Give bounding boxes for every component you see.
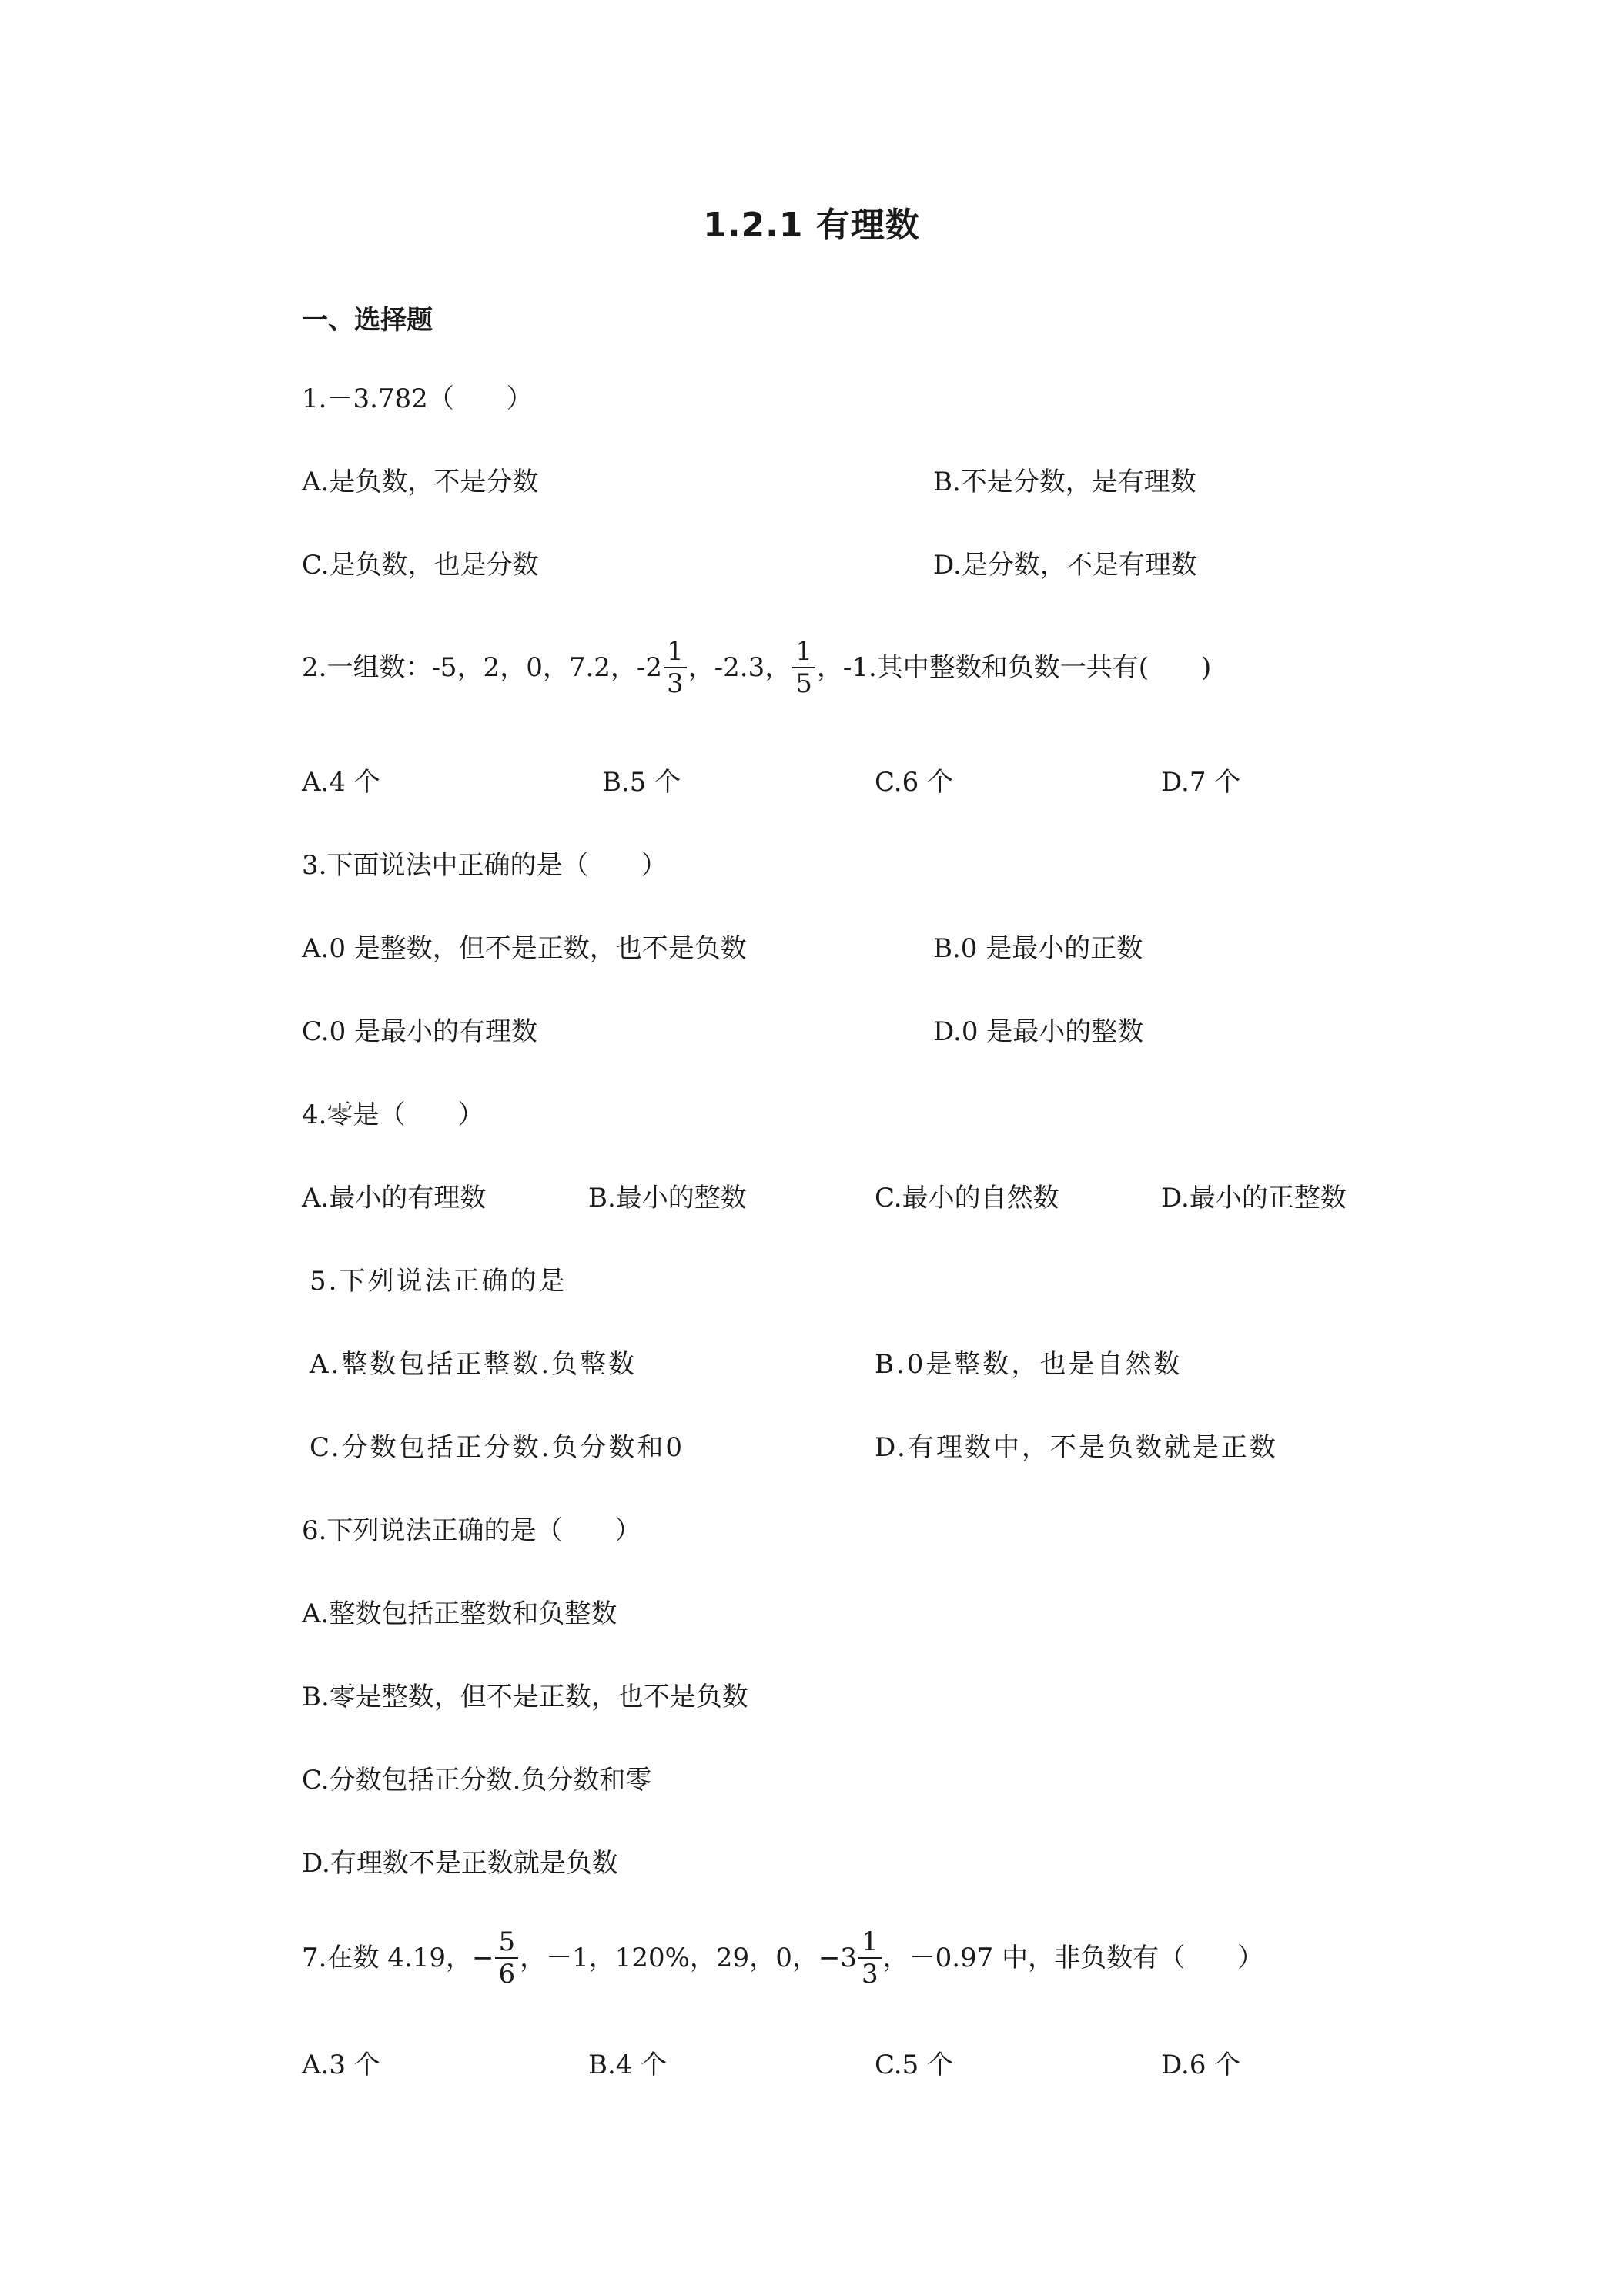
fraction-one-third (664, 636, 687, 699)
question-2-option-a[interactable]: A.4 个 (302, 767, 380, 798)
document-title: 1.2.1 有理数 (703, 206, 920, 245)
question-3-option-a[interactable]: A.0 是整数，但不是正数，也不是负数 (302, 933, 747, 964)
fraction-numerator: 1 (858, 1926, 882, 1959)
question-5-stem: 5.下列说法正确的是 (310, 1266, 567, 1297)
minus-sign: − (471, 1943, 494, 1973)
question-4-option-b[interactable]: B.最小的整数 (588, 1183, 747, 1213)
question-7-stem-start: 7.在数 4.19， (302, 1943, 472, 1973)
question-7-stem-middle: ，－1，120%，29，0， (520, 1943, 818, 1973)
question-7-option-c[interactable]: C.5 个 (875, 2050, 954, 2080)
question-6-stem: 6.下列说法正确的是（ ） (302, 1515, 641, 1546)
question-2-stem-middle: ，-2.3， (688, 652, 791, 683)
question-4-option-d[interactable]: D.最小的正整数 (1161, 1183, 1347, 1213)
question-5-option-b[interactable]: B.0是整数，也是自然数 (875, 1349, 1183, 1380)
question-7-option-b[interactable]: B.4 个 (588, 2050, 668, 2080)
question-1-option-c[interactable]: C.是负数，也是分数 (302, 550, 539, 581)
question-1-option-b[interactable]: B.不是分数，是有理数 (933, 467, 1196, 497)
question-7-stem-end: ，－0.97 中，非负数有（ ） (882, 1943, 1264, 1973)
question-5-option-c[interactable]: C.分数包括正分数.负分数和0 (310, 1432, 685, 1463)
question-4-stem: 4.零是（ ） (302, 1099, 484, 1130)
fraction-denominator: 6 (498, 1959, 516, 1990)
fraction-numerator: 1 (792, 636, 815, 668)
fraction-one-third (858, 1926, 882, 1990)
question-3-option-c[interactable]: C.0 是最小的有理数 (302, 1016, 538, 1047)
question-3-option-d[interactable]: D.0 是最小的整数 (933, 1016, 1144, 1047)
question-6-option-d[interactable]: D.有理数不是正数就是负数 (302, 1848, 618, 1879)
fraction-denominator: 5 (795, 668, 812, 699)
mixed-number (818, 1926, 883, 1990)
fraction-denominator: 3 (861, 1959, 878, 1990)
question-7-option-a[interactable]: A.3 个 (302, 2050, 380, 2080)
fraction-denominator: 3 (667, 668, 684, 699)
question-5-option-d[interactable]: D.有理数中，不是负数就是正数 (875, 1432, 1278, 1463)
question-2-option-c[interactable]: C.6 个 (875, 767, 954, 798)
question-1-option-d[interactable]: D.是分数，不是有理数 (933, 550, 1197, 581)
question-2-stem-end: ，-1.其中整数和负数一共有( ) (816, 652, 1212, 683)
question-5-option-a[interactable]: A.整数包括正整数.负整数 (310, 1349, 637, 1380)
question-2-option-b[interactable]: B.5 个 (602, 767, 681, 798)
question-3-stem: 3.下面说法中正确的是（ ） (302, 850, 668, 881)
question-7-stem (302, 1926, 1263, 1990)
question-6-option-a[interactable]: A.整数包括正整数和负整数 (302, 1598, 617, 1629)
fraction-numerator: 1 (664, 636, 687, 668)
question-2-stem-start: 2.一组数：-5，2，0，7.2，-2 (302, 652, 663, 683)
section-heading: 一、选择题 (302, 305, 433, 336)
question-1-stem: 1.－3.782（ ） (302, 383, 533, 414)
question-6-option-c[interactable]: C.分数包括正分数.负分数和零 (302, 1765, 652, 1796)
question-2-stem (302, 636, 1211, 699)
question-3-option-b[interactable]: B.0 是最小的正数 (933, 933, 1143, 964)
fraction-one-fifth (792, 636, 815, 699)
question-4-option-c[interactable]: C.最小的自然数 (875, 1183, 1059, 1213)
fraction-five-sixths (495, 1926, 518, 1990)
fraction-numerator: 5 (495, 1926, 518, 1959)
question-2-option-d[interactable]: D.7 个 (1161, 767, 1241, 798)
question-4-option-a[interactable]: A.最小的有理数 (302, 1183, 487, 1213)
question-6-option-b[interactable]: B.零是整数，但不是正数，也不是负数 (302, 1682, 748, 1712)
question-1-option-a[interactable]: A.是负数，不是分数 (302, 467, 539, 497)
question-7-option-d[interactable]: D.6 个 (1161, 2050, 1241, 2080)
mixed-number-whole: −3 (818, 1943, 857, 1973)
